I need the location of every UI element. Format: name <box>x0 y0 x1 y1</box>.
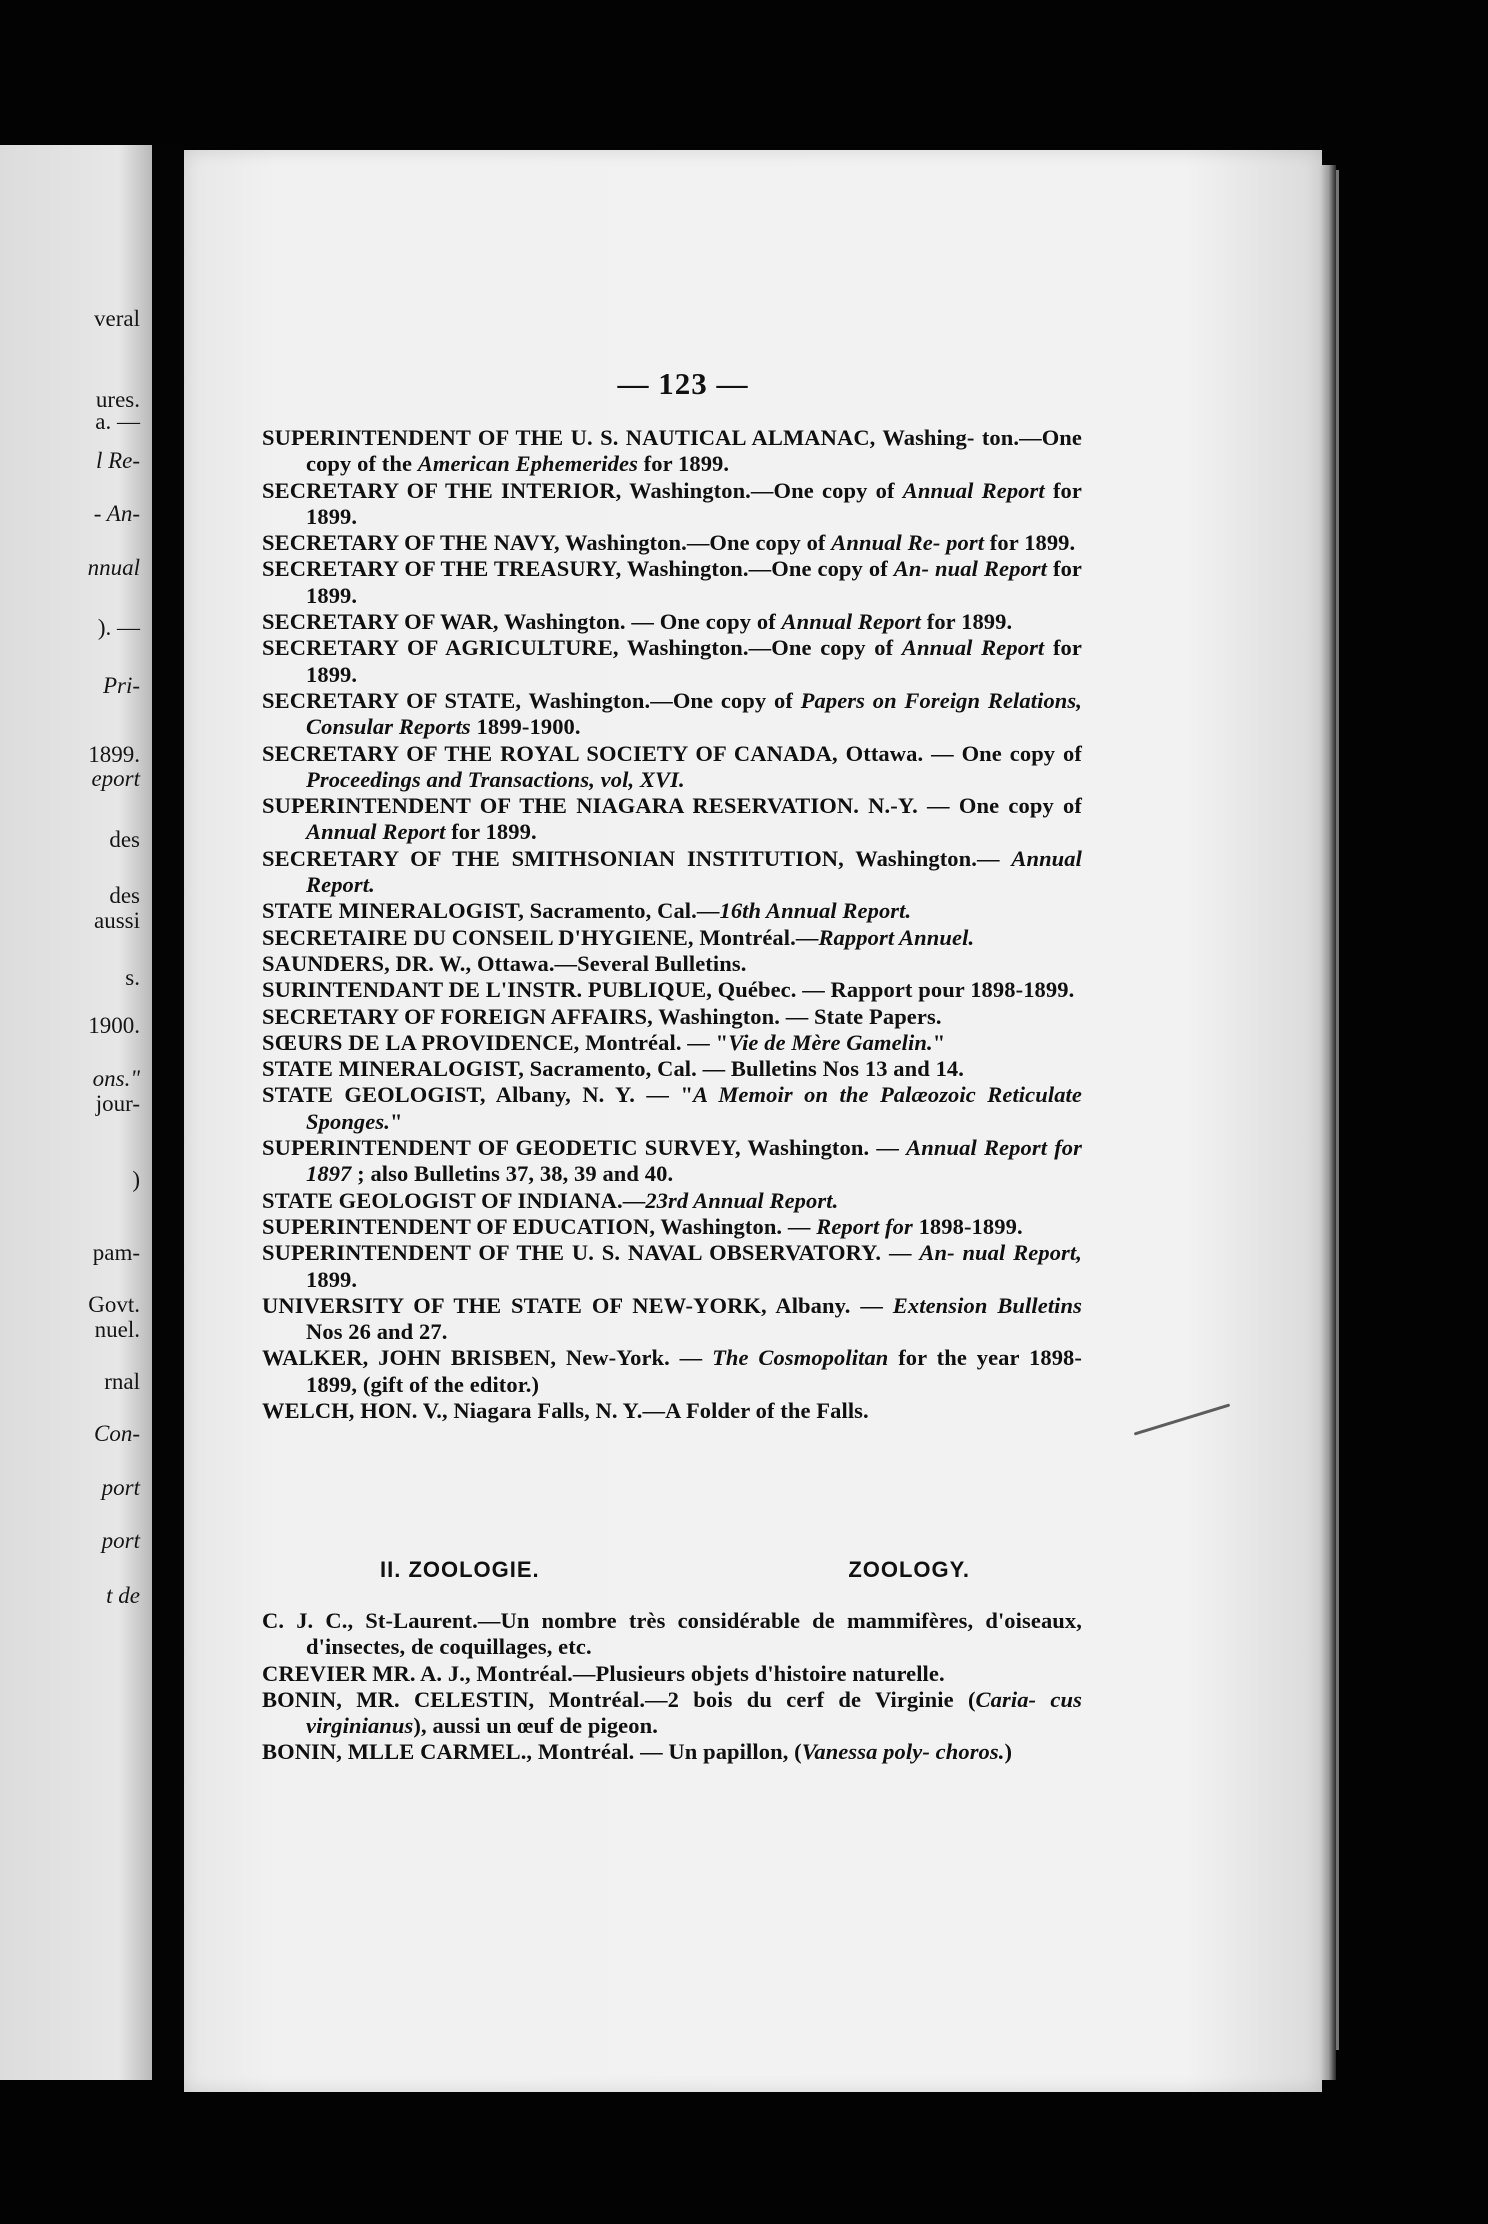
left-page-text-fragment: - An- <box>93 501 140 526</box>
entry-text: for 1899. <box>637 451 730 477</box>
entry-text: Nos 26 and 27. <box>306 1319 448 1345</box>
entry-title-text: Annual Report. <box>306 845 1082 898</box>
left-page-text-fragment: veral <box>94 306 140 331</box>
entry-text: " <box>389 1108 403 1134</box>
entry-text: C. J. C., St-Laurent.—Un nombre très considérable de mammifères, d'oiseaux, d'insectes, de coquillages, etc. <box>262 1608 1082 1660</box>
entry-text: WALKER, JOHN BRISBEN, New-York. — <box>262 1345 713 1371</box>
entry-text: SECRETARY OF AGRICULTURE, Washington.—One copy of <box>262 635 902 661</box>
catalog-entry <box>262 1739 1082 1765</box>
entry-text: SŒURS DE LA PROVIDENCE, Montréal. — " <box>262 1029 729 1055</box>
entry-text: SURINTENDANT DE L'INSTR. PUBLIQUE, Québec. — Rapport pour 1898-1899. <box>262 977 1075 1003</box>
left-page-text-fragment: eport <box>91 766 140 791</box>
catalog-entry <box>262 977 1082 1003</box>
entry-title-text: Proceedings and Transactions, vol, XVI. <box>306 766 685 792</box>
catalog-entry <box>262 741 1082 794</box>
left-page-text-fragment: s. <box>125 965 140 990</box>
entry-text: SECRETARY OF STATE, Washington.—One copy of <box>262 687 801 713</box>
entry-text: SUPERINTENDENT OF GEODETIC SURVEY, Washington. — <box>262 1135 907 1161</box>
entry-text: for 1899. <box>984 530 1076 556</box>
page-edge-line <box>1336 170 1339 2050</box>
entry-title-text: Vie de Mère Gamelin. <box>728 1029 933 1055</box>
left-page-text-fragment: ) <box>132 1167 140 1192</box>
catalog-entry <box>262 1214 1082 1240</box>
left-page-text-fragment: ons." <box>92 1066 140 1091</box>
entry-text: SECRETARY OF FOREIGN AFFAIRS, Washington. — State Papers. <box>262 1003 942 1029</box>
entry-title-text: Caria- cus virginianus <box>306 1686 1082 1739</box>
book-gutter <box>152 145 184 2080</box>
entry-text: for the year 1898-1899, (gift of the editor.) <box>306 1345 1082 1397</box>
entry-text: for 1899. <box>306 635 1082 687</box>
left-page-text-fragment: nnual <box>87 555 140 580</box>
entry-title-text: Annual Report for 1897 <box>306 1135 1083 1187</box>
left-page-text-fragment: ures. <box>95 387 140 412</box>
section-title-english: ZOOLOGY. <box>848 1557 970 1582</box>
entry-title-text: Vanessa poly- choros. <box>801 1739 1005 1765</box>
entry-text: SAUNDERS, DR. W., Ottawa.—Several Bulletins. <box>262 950 747 976</box>
catalog-entry <box>262 530 1082 556</box>
catalog-entry <box>262 609 1082 635</box>
entry-text: BONIN, MLLE CARMEL., Montréal. — Un papillon, ( <box>262 1739 802 1765</box>
entry-title-text: Annual Report <box>306 819 446 845</box>
left-page-text-fragment: rnal <box>104 1369 140 1394</box>
entry-text: STATE GEOLOGIST OF INDIANA.— <box>262 1187 646 1213</box>
catalog-entry <box>262 1030 1082 1056</box>
entry-title-text: American Ephemerides <box>417 451 638 477</box>
entry-text: ; also Bulletins 37, 38, 39 and 40. <box>351 1161 674 1187</box>
entry-text: SECRETARY OF THE ROYAL SOCIETY OF CANADA, Ottawa. — One copy of <box>262 740 1082 766</box>
left-page-text-fragment: t de <box>106 1583 140 1608</box>
left-page-text-fragment: jour- <box>95 1091 140 1116</box>
entry-text: ) <box>1004 1739 1013 1765</box>
entry-text: CREVIER MR. A. J., Montréal.—Plusieurs objets d'histoire naturelle. <box>262 1660 945 1686</box>
catalog-entry <box>262 1687 1082 1740</box>
left-page-text-fragment: l Re- <box>95 448 140 473</box>
entry-title-text: An- nual Report <box>893 556 1048 582</box>
entry-text: SECRETARY OF WAR, Washington. — One copy of <box>262 609 782 635</box>
section-title-french: II. ZOOLOGIE. <box>380 1557 540 1582</box>
catalog-entry <box>262 556 1082 609</box>
entry-text: SECRETARY OF THE TREASURY, Washington.—One copy of <box>262 556 894 582</box>
entry-text: STATE GEOLOGIST, Albany, N. Y. — " <box>262 1082 694 1108</box>
left-page-text-fragment: ). — <box>97 615 140 640</box>
entry-text: SUPERINTENDENT OF THE U. S. NAUTICAL ALMANAC, Washing- ton.—One copy of the <box>262 425 1082 477</box>
entry-text: " <box>932 1029 946 1055</box>
left-page-text-fragment: aussi <box>94 908 140 933</box>
entry-text: STATE MINERALOGIST, Sacramento, Cal.— <box>262 898 720 924</box>
catalog-entry <box>262 1345 1082 1398</box>
catalog-entry <box>262 846 1082 899</box>
entry-text: 1899. <box>306 1266 358 1292</box>
donation-list <box>262 425 1082 1424</box>
entry-text: SUPERINTENDENT OF THE NIAGARA RESERVATION. N.-Y. — One copy of <box>262 793 1082 819</box>
catalog-entry <box>262 688 1082 741</box>
catalog-entry <box>262 1188 1082 1214</box>
zoology-donation-list <box>262 1608 1082 1766</box>
left-page-fragment <box>0 145 152 2080</box>
left-page-text-fragment: Pri- <box>102 673 140 698</box>
catalog-entry <box>262 1398 1082 1424</box>
entry-title-text: Annual Re- port <box>831 530 985 556</box>
page-edge <box>1320 165 1336 2080</box>
entry-title-text: Rapport Annuel. <box>818 924 975 950</box>
left-page-text-fragment: Con- <box>94 1421 140 1446</box>
entry-title-text: The Cosmopolitan <box>712 1345 889 1371</box>
entry-text: SECRETARY OF THE SMITHSONIAN INSTITUTION, Washington.— <box>262 845 1012 871</box>
catalog-entry <box>262 635 1082 688</box>
entry-text: SUPERINTENDENT OF THE U. S. NAVAL OBSERVATORY. — <box>262 1240 920 1266</box>
entry-text: ), aussi un œuf de pigeon. <box>413 1713 658 1739</box>
entry-text: 1899-1900. <box>470 714 581 740</box>
entry-title-text: An- nual Report, <box>919 1240 1082 1266</box>
entry-text: for 1899. <box>921 609 1013 635</box>
entry-title-text: Report for <box>816 1213 913 1239</box>
entry-title-text: 16th Annual Report. <box>719 898 912 924</box>
catalog-entry <box>262 793 1082 846</box>
entry-text: SECRETARY OF THE NAVY, Washington.—One copy of <box>262 530 832 556</box>
entry-title-text: Annual Report <box>902 477 1045 503</box>
entry-text: 1898-1899. <box>912 1213 1023 1239</box>
left-page-text-fragment: pam- <box>92 1240 140 1265</box>
entry-title-text: A Memoir on the Palæozoic Reticulate Sponges. <box>306 1082 1082 1134</box>
catalog-entry <box>262 1082 1082 1135</box>
entry-title-text: Papers on Foreign Relations, Consular Reports <box>306 687 1083 740</box>
left-page-text-fragment: des <box>109 827 140 852</box>
entry-text: SECRETAIRE DU CONSEIL D'HYGIENE, Montréal.— <box>262 924 819 950</box>
entry-text: for 1899. <box>445 819 537 845</box>
catalog-entry <box>262 1608 1082 1661</box>
left-page-text-fragment: 1899. <box>88 742 140 767</box>
entry-text: WELCH, HON. V., Niagara Falls, N. Y.—A Folder of the Falls. <box>262 1397 869 1423</box>
entry-text: for 1899. <box>306 556 1083 608</box>
catalog-entry <box>262 1135 1082 1188</box>
left-page-text-fragment: nuel. <box>94 1317 140 1342</box>
entry-text: UNIVERSITY OF THE STATE OF NEW-YORK, Albany. — <box>262 1292 893 1318</box>
catalog-entry <box>262 1240 1082 1293</box>
catalog-entry <box>262 898 1082 924</box>
left-page-text-fragment: Govt. <box>88 1292 140 1317</box>
entry-text: SECRETARY OF THE INTERIOR, Washington.—One copy of <box>262 477 903 503</box>
catalog-entry <box>262 925 1082 951</box>
entry-text: STATE MINERALOGIST, Sacramento, Cal. — Bulletins Nos 13 and 14. <box>262 1056 965 1082</box>
catalog-entry <box>262 425 1082 478</box>
left-page-text-fragment: port <box>101 1475 140 1500</box>
catalog-entry <box>262 1661 1082 1687</box>
left-page-text-fragment: 1900. <box>88 1013 140 1038</box>
catalog-entry <box>262 1004 1082 1030</box>
catalog-entry <box>262 1056 1082 1082</box>
catalog-entry <box>262 951 1082 977</box>
entry-text: SUPERINTENDENT OF EDUCATION, Washington. — <box>262 1213 817 1239</box>
entry-title-text: Extension Bulletins <box>892 1292 1082 1318</box>
entry-title-text: Annual Report <box>781 609 922 635</box>
catalog-entry <box>262 1293 1082 1346</box>
entry-title-text: Annual Report <box>901 635 1045 661</box>
left-page-text-fragment: a. — <box>95 409 140 434</box>
entry-text: for 1899. <box>306 477 1082 529</box>
left-page-text-fragment: des <box>109 883 140 908</box>
catalog-entry <box>262 478 1082 531</box>
page-number: — 123 — <box>617 366 749 401</box>
entry-text: BONIN, MR. CELESTIN, Montréal.—2 bois du cerf de Virginie ( <box>262 1686 976 1712</box>
entry-title-text: 23rd Annual Report. <box>645 1187 839 1213</box>
left-page-text-fragment: port <box>101 1528 140 1553</box>
